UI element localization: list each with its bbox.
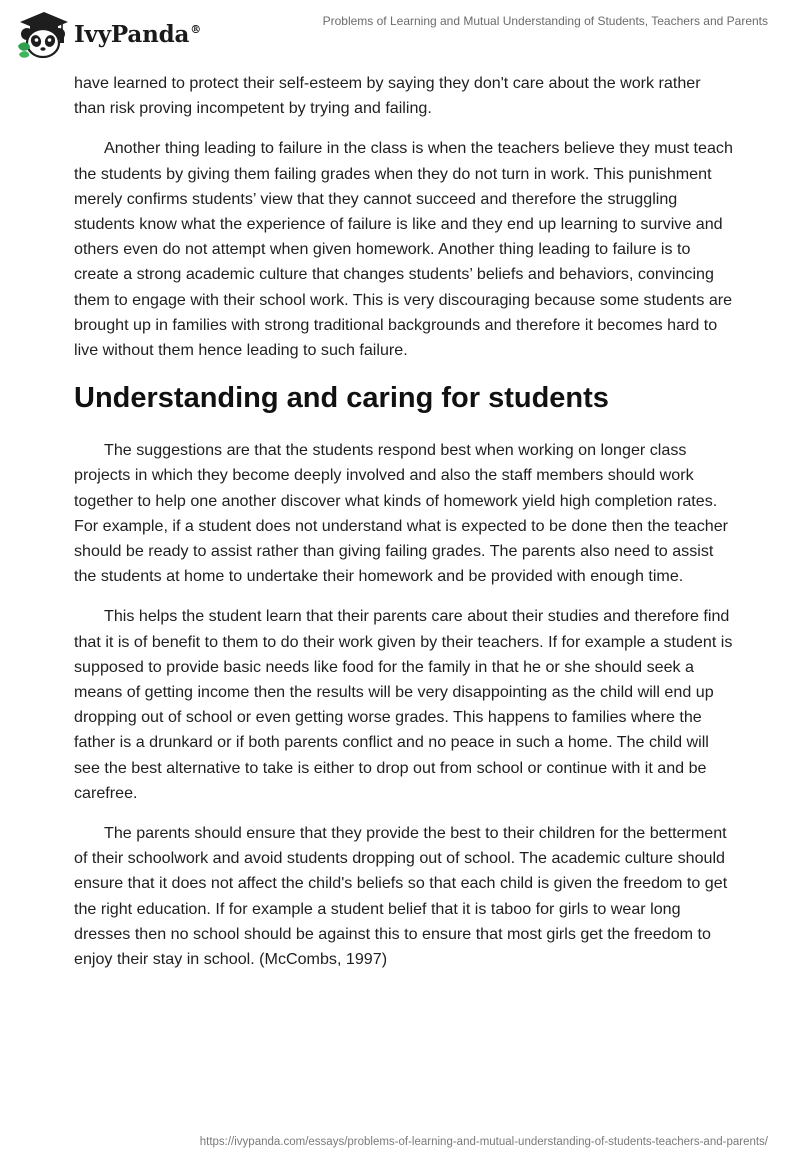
page-header [0, 0, 800, 66]
brand-text: IvyPanda [74, 20, 190, 48]
ivypanda-logo[interactable] [14, 8, 201, 60]
paragraph-3: The suggestions are that the students respond best when working on longer class projects in which they become deeply involved and also the staff members should work together to help one another discover what kinds of homework yield high completion rates. For example, if a student does not understand what is expected to be done then the teacher should be ready to assist rather than giving failing grades. The parents also need to assist the students at home to undertake their homework and be provided with enough time. [74, 441, 729, 586]
brand-name [74, 21, 201, 48]
registered-mark: ® [190, 22, 201, 36]
paragraph-2: Another thing leading to failure in the class is when the teachers believe they must teach the students by giving them failing grades when they do not turn in work. This punishment merely confirms students’ view that they cannot succeed and therefore the struggling students know what the experience of failure is like and they end up learning to survive and others even do not attempt when given homework. Another thing leading to failure is to create a strong academic culture that changes students’ beliefs and behaviors, convincing them to engage with their school work. This is very discouraging because some students are brought up in families with strong traditional backgrounds and therefore it becomes hard to live without them hence leading to such failure. [74, 139, 733, 360]
paragraph-4: This helps the student learn that their parents care about their studies and therefore find that it is of benefit to them to do their work given by their teachers. If for example a student is supposed to provide basic needs like food for the family in that he or she should seek a means of getting income then the results will be very disappointing as the child will end up dropping out of school or even getting worse grades. This happens to families where the father is a drunkard or if both parents conflict and no peace in such a home. The child will see the best alternative to take is either to drop out from school or continue with it and be carefree. [74, 607, 733, 802]
panda-graduate-icon [14, 8, 70, 60]
section-heading: Understanding and caring for students [74, 382, 609, 415]
paragraph-5: The parents should ensure that they provide the best to their children for the betterment of their schoolwork and avoid students dropping out of school. The academic culture should ensure that it does not affect the child's beliefs so that each child is given the freedom to get the right education. If for example a student belief that it is taboo for girls to wear long dresses then no school should be against this to ensure that most girls get the freedom to enjoy their stay in school. (McCombs, 1997) [74, 824, 728, 969]
essay-body [74, 71, 734, 987]
source-url[interactable]: https://ivypanda.com/essays/problems-of-learning-and-mutual-understanding-of-students-teachers-and-parents/ [199, 1136, 768, 1148]
document-title: Problems of Learning and Mutual Understanding of Students, Teachers and Parents [322, 14, 768, 28]
paragraph-1: have learned to protect their self-esteem by saying they don't care about the work rather than risk proving incompetent by trying and failing. [74, 74, 701, 118]
